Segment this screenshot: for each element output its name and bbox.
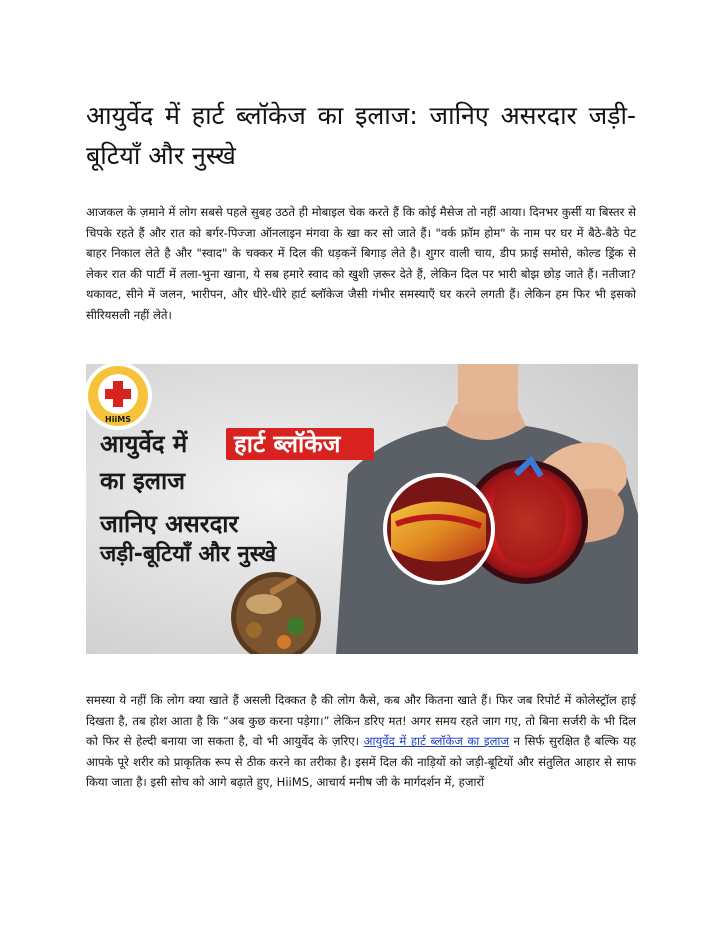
banner-line4: जड़ी-बूटियाँ और नुस्खे xyxy=(100,542,277,567)
banner-line1-b: हार्ट ब्लॉकेज xyxy=(234,430,341,458)
hero-banner-image xyxy=(86,364,638,654)
banner-line1-a: आयुर्वेद में xyxy=(100,430,188,458)
ayurveda-heart-blockage-link[interactable]: आयुर्वेद में हार्ट ब्लॉकेज का इलाज xyxy=(363,734,510,749)
banner-line2: का इलाज xyxy=(100,467,186,495)
intro-paragraph: आजकल के ज़माने में लोग सबसे पहले सुबह उठते ही मोबाइल चेक करते हैं कि कोई मैसेज तो नहीं आया। दिनभर कुर्सी या बिस्तर से चिपके रहते हैं और रात को बर्गर-पिज्जा ऑनलाइन मंगवा के खा कर सो जाते हैं। "वर्क फ्रॉम होम" के नाम पर घर में बैठे-बैठे पेट बाहर निकाल लेते है और "स्वाद" के चक्कर में दिल की धड़कनें बिगाड़ लेते है। शुगर वाली चाय, डीप फ्राई समोसे, कोल्ड ड्रिंक से लेकर रात की पार्टी में तला-भुना खाना, ये सब हमारे स्वाद को खुशी ज़रूर देते हैं, लेकिन दिल पर भारी बोझ छोड़ जाते हैं। नतीजा? थकावट, सीने में जलन, भारीपन, और धीरे-धीरे हार्ट ब्लॉकेज जैसी गंभीर समस्याएँ घर करने लगती हैं। लेकिन हम फिर भी इसको सीरियसली नहीं लेते। xyxy=(86,205,636,322)
body-text-after-link: न सिर्फ सुरक्षित है बल्कि यह आपके पूरे शरीर को प्राकृतिक रूप से ठीक करने का तरीका है। इसमें दिल की नाड़ियों को जड़ी-बूटियों और संतुलित आहार से साफ किया जाता है। इसी सोच को आगे बढ़ाते हुए, HiiMS, आचार्य मनीष जी के मार्गदर्शन में, हजारों xyxy=(86,734,636,790)
body-paragraph xyxy=(86,690,636,793)
logo-text: HiiMS xyxy=(105,415,131,424)
body-text-before-link: समस्या ये नहीं कि लोग क्या खाते हैं असली दिक्कत है की लोग कैसे, कब और कितना खाते हैं। फिर जब रिपोर्ट में कोलेस्ट्रॉल हाई दिखता है, तब होश आता है कि “अब कुछ करना पड़ेगा।” लेकिन डरिए मत! अगर समय रहते जाग गए, तो बिना सर्जरी के भी दिल को फिर से हेल्दी बनाया जा सकता है, वो भी आयुर्वेद के ज़रिए। xyxy=(86,693,636,749)
banner-line3: जानिए असरदार xyxy=(100,510,239,538)
article-title: आयुर्वेद में हार्ट ब्लॉकेज का इलाज: जानिए असरदार जड़ी-बूटियाँ और नुस्खे xyxy=(86,101,636,170)
